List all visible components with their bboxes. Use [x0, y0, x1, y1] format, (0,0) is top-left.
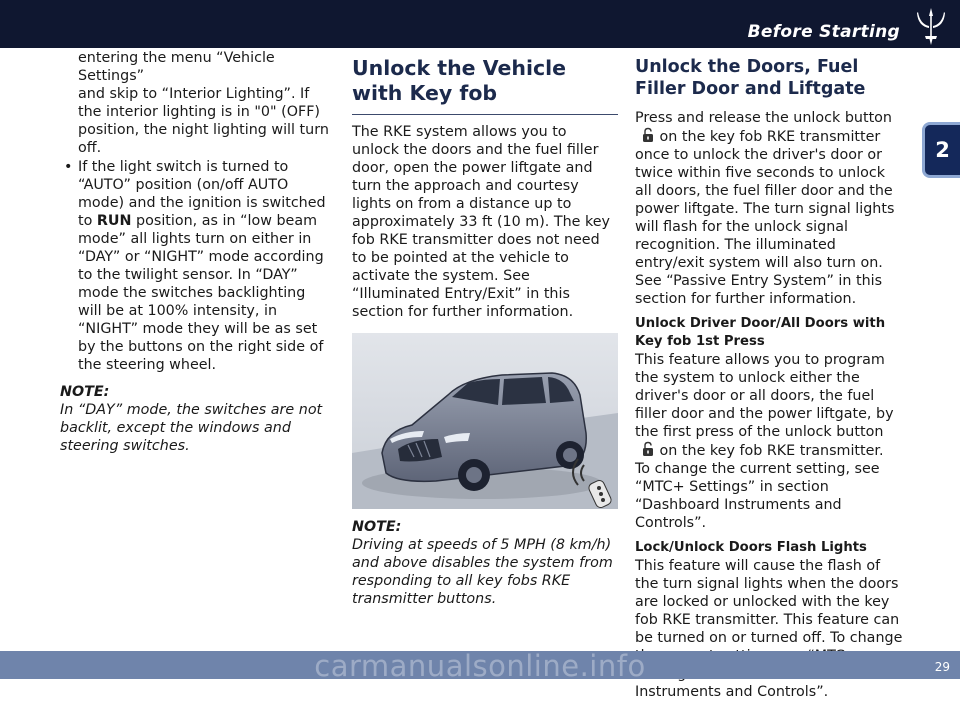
- section-heading: Unlock the Doors, Fuel Filler Door and Liftgate: [635, 57, 866, 99]
- paragraph-text: on the key fob RKE transmitter once to unlock the driver's door or twice within five seconds to unlock all doors, the fuel filler door and the power liftgate. The turn signal lights will flash for the unlock signal recognition. The illuminated entry/exit system will also turn on. See “Passive Entry System” in this section for further information.: [635, 129, 895, 307]
- body-paragraph: The RKE system allows you to unlock the doors and the fuel filler door, open the power liftgate and turn the approach and courtesy lights on from a distance up to approximately 33 ft (10 m). The key fob RKE transmitter does not need to be pointed at the vehicle to activate the system. See “Illuminated Entry/Exit” in this section for further information.: [352, 124, 611, 320]
- page-number: 29: [934, 660, 950, 674]
- trident-logo-icon: [914, 6, 948, 46]
- paragraph-text: Press and release the unlock button: [635, 110, 892, 126]
- paragraph-text: This feature allows you to program the system to unlock either the driver's door or all doors, the fuel filler door and the power liftgate, by the first press of the unlock button: [635, 352, 894, 440]
- paragraph-text: on the key fob RKE transmitter. To change the current setting, see “MTC+ Settings” in section “Dashboard Instruments and Controls”.: [635, 443, 884, 531]
- section-heading: Unlock the Vehicle with Key fob: [352, 56, 567, 105]
- unlock-icon: [641, 441, 655, 457]
- column-2: [352, 56, 618, 608]
- chapter-tab: 2: [922, 122, 960, 178]
- bullet-symbol: •: [64, 159, 73, 175]
- section-title: Before Starting: [747, 22, 900, 42]
- text-line: entering the menu “Vehicle Settings”: [78, 50, 275, 84]
- text-line: position, the night lighting will turn: [78, 122, 329, 138]
- column-3: [635, 56, 903, 701]
- subheading: Lock/Unlock Doors Flash Lights: [635, 540, 867, 555]
- watermark: carmanualsonline.info: [314, 649, 646, 683]
- bullet-item: [60, 158, 332, 374]
- column-1: [60, 49, 332, 455]
- note-text: Driving at speeds of 5 MPH (8 km/h) and above disables the system from responding to all key fobs RKE transmitter buttons.: [352, 537, 613, 607]
- body-paragraph: [635, 351, 903, 532]
- text-line: and skip to “Interior Lighting”. If: [78, 86, 310, 102]
- continued-paragraph: [60, 49, 332, 157]
- text-line: off.: [78, 140, 102, 156]
- body-paragraph: [635, 109, 903, 308]
- car-key-fob-illustration: [352, 333, 618, 509]
- note-label: NOTE:: [352, 519, 402, 535]
- unlock-icon: [641, 127, 655, 143]
- text-line: the interior lighting is in "0" (OFF): [78, 104, 320, 120]
- subheading: Unlock Driver Door/All Doors with Key fob 1st Press: [635, 316, 886, 349]
- bullet-text-continued: position, as in “low beam mode” all lights turn on either in “DAY” or “NIGHT” mode according to the twilight sensor. In “DAY” mode the switches backlighting will be at 100% intensity, in “NIGHT” mode they will be as set by the buttons on the right side of the steering wheel.: [78, 213, 324, 373]
- heading-divider: [352, 114, 618, 115]
- note-label: NOTE:: [60, 384, 110, 400]
- body-paragraph: This feature will cause the flash of the turn signal lights when the doors are locked or unlocked with the key fob RKE transmitter. This feature can be turned on or turned off. To change Instruments and Controls”.: [635, 558, 903, 700]
- note-text: In “DAY” mode, the switches are not backlit, except the windows and steering switches.: [60, 402, 323, 454]
- bullet-text: If the light switch is turned to “AUTO” position (on/off AUTO mode) and the ignition is switched to: [78, 159, 326, 229]
- bullet-bold-text: RUN: [96, 213, 132, 229]
